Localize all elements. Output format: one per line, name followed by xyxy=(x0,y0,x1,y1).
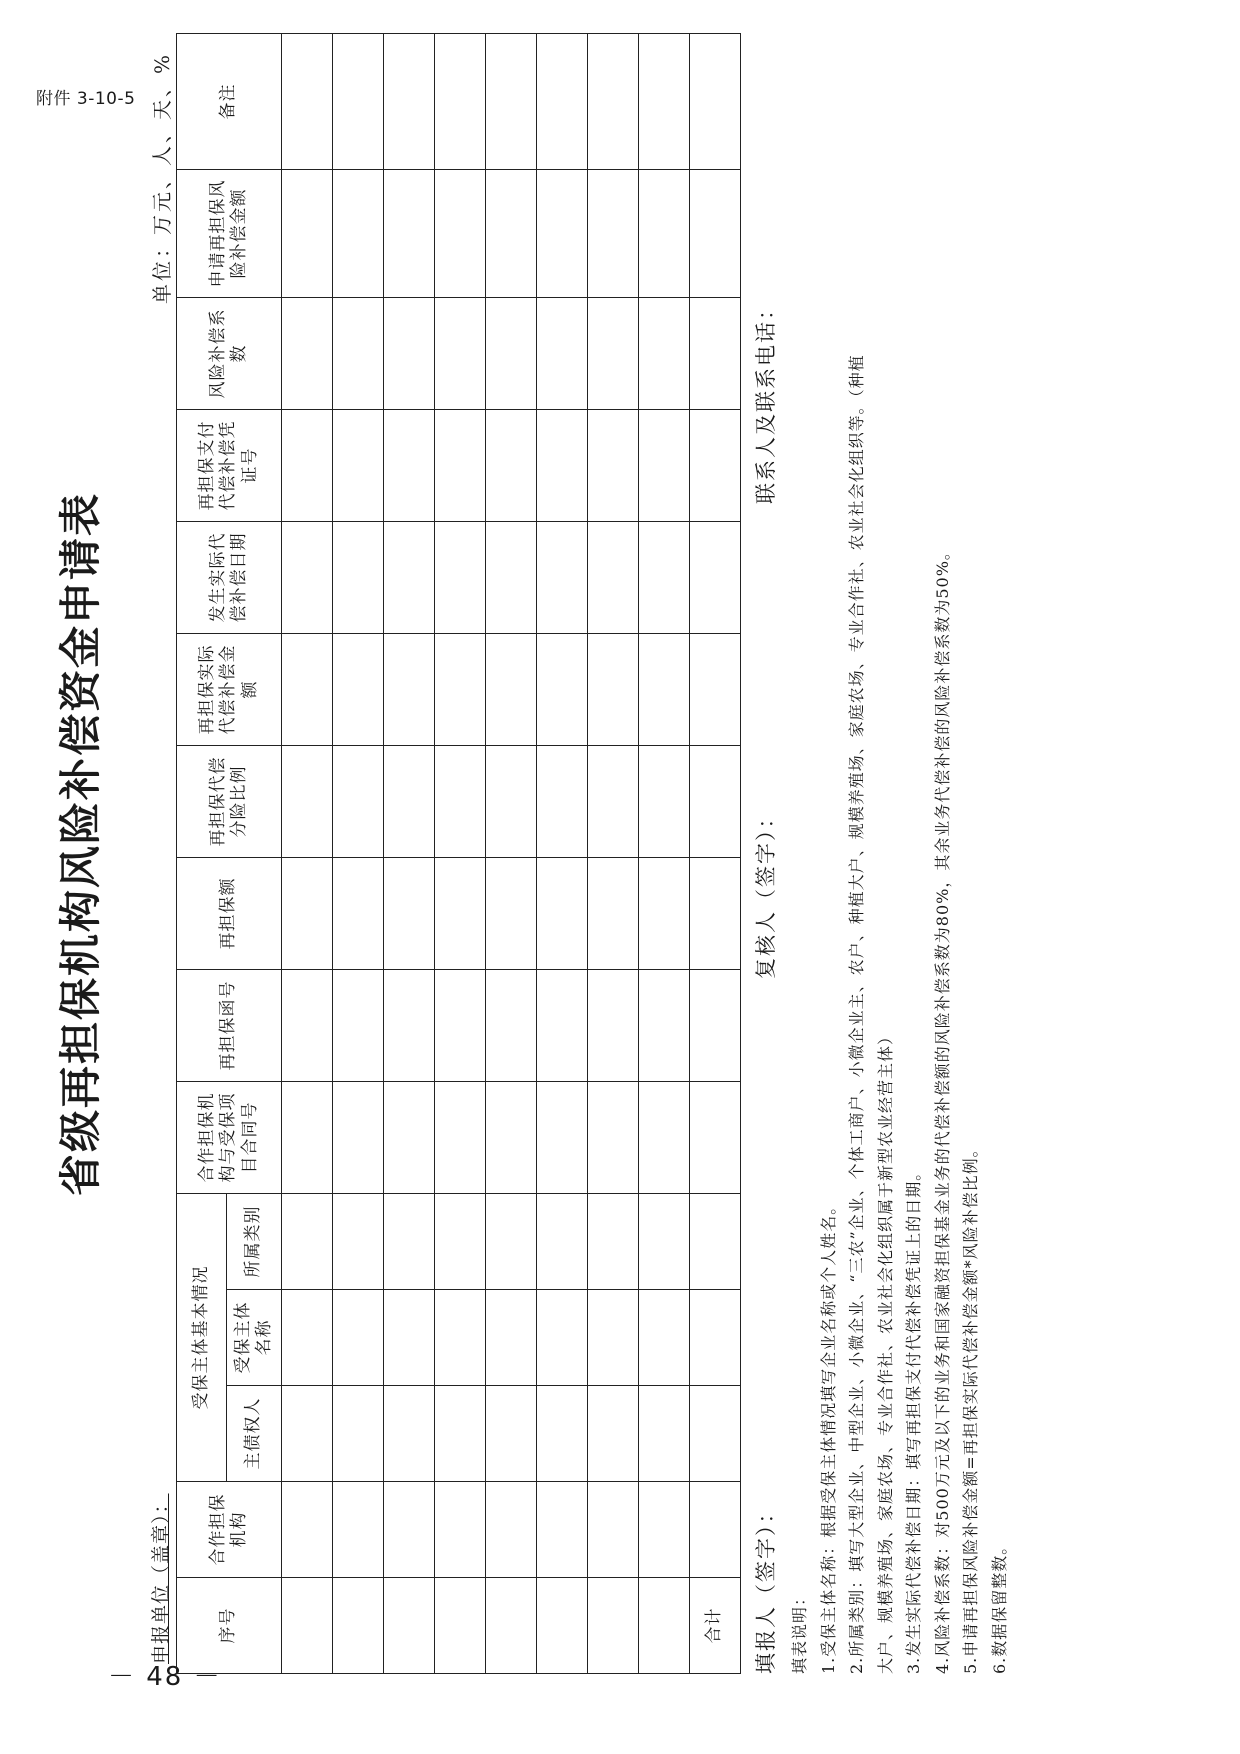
table-cell[interactable] xyxy=(588,522,639,634)
header-seq: 序号 xyxy=(177,1578,282,1674)
table-cell[interactable] xyxy=(639,746,690,858)
table-cell[interactable] xyxy=(537,858,588,970)
header-apply-amount: 申请再担保风险补偿金额 xyxy=(177,170,282,298)
table-cell[interactable] xyxy=(435,1290,486,1386)
total-cell[interactable] xyxy=(690,970,741,1082)
table-cell[interactable] xyxy=(486,410,537,522)
total-cell[interactable] xyxy=(690,1194,741,1290)
note-item: 2.所属类别：填写大型企业、中型企业、小微企业、“三农”企业、个体工商户、小微企业主、农户、种植大户、规模养殖场、家庭农场、专业合作社、农业社会化组织等。（种植 xyxy=(847,354,866,1674)
table-cell[interactable] xyxy=(384,170,435,298)
header-creditor: 主债权人 xyxy=(227,1386,282,1482)
table-cell[interactable] xyxy=(282,1482,333,1578)
table-cell[interactable] xyxy=(537,170,588,298)
table-cell[interactable] xyxy=(384,1482,435,1578)
table-cell[interactable] xyxy=(282,1082,333,1194)
table-cell[interactable] xyxy=(588,1578,639,1674)
table-cell[interactable] xyxy=(384,298,435,410)
table-cell[interactable] xyxy=(435,298,486,410)
total-cell[interactable] xyxy=(690,858,741,970)
note-item: 4.风险补偿系数：对500万元及以下的业务和国家融资担保基金业务的代偿补偿额的风险补偿系数为80%，其余业务代偿补偿的风险补偿系数为50%。 xyxy=(932,543,952,1674)
table-cell[interactable] xyxy=(435,634,486,746)
table-cell[interactable] xyxy=(435,1194,486,1290)
header-comp-date: 发生实际代偿补偿日期 xyxy=(177,522,282,634)
table-cell[interactable] xyxy=(486,34,537,170)
table-cell[interactable] xyxy=(282,1386,333,1482)
total-cell[interactable] xyxy=(690,1290,741,1386)
table-cell[interactable] xyxy=(537,970,588,1082)
table-cell[interactable] xyxy=(282,410,333,522)
table-cell[interactable] xyxy=(639,522,690,634)
table-cell[interactable] xyxy=(537,634,588,746)
table-cell[interactable] xyxy=(639,298,690,410)
table-cell[interactable] xyxy=(639,34,690,170)
table-cell[interactable] xyxy=(588,1482,639,1578)
header-risk-coef: 风险补偿系数 xyxy=(177,298,282,410)
notes-heading: 填表说明： xyxy=(790,1588,809,1674)
table-cell[interactable] xyxy=(486,522,537,634)
table-cell[interactable] xyxy=(333,1578,384,1674)
application-form xyxy=(48,4,1228,1684)
table-cell[interactable] xyxy=(384,970,435,1082)
table-cell[interactable] xyxy=(384,1082,435,1194)
header-remark: 备注 xyxy=(177,34,282,170)
table-cell[interactable] xyxy=(639,858,690,970)
table-cell[interactable] xyxy=(384,634,435,746)
page-number: － 48 － xyxy=(108,1662,222,1692)
table-cell[interactable] xyxy=(282,970,333,1082)
note-item: 5.申请再担保风险补偿金额=再担保实际代偿补偿金额*风险补偿比例。 xyxy=(961,1140,980,1674)
table-cell[interactable] xyxy=(384,34,435,170)
header-basic-group: 受保主体基本情况 xyxy=(177,1194,227,1482)
table-cell[interactable] xyxy=(486,1290,537,1386)
table-cell[interactable] xyxy=(639,1290,690,1386)
table-cell[interactable] xyxy=(537,746,588,858)
compensation-table xyxy=(176,33,741,1674)
header-reguarantee-letter: 再担保函号 xyxy=(177,970,282,1082)
reviewer-signature-label: 复核人（签字）： xyxy=(754,805,778,979)
table-cell[interactable] xyxy=(588,170,639,298)
table-cell[interactable] xyxy=(486,1578,537,1674)
attachment-label: 附件 3-10-5 xyxy=(36,89,136,109)
table-body xyxy=(282,34,741,1674)
table-cell[interactable] xyxy=(537,1482,588,1578)
table-cell[interactable] xyxy=(486,1386,537,1482)
table-cell[interactable] xyxy=(486,1482,537,1578)
table-row xyxy=(384,34,435,1674)
table-cell[interactable] xyxy=(537,34,588,170)
table-cell[interactable] xyxy=(588,410,639,522)
table-cell[interactable] xyxy=(384,1290,435,1386)
total-cell[interactable] xyxy=(690,1482,741,1578)
table-cell[interactable] xyxy=(435,1386,486,1482)
note-item: 6.数据保留整数。 xyxy=(989,1537,1009,1674)
total-cell[interactable] xyxy=(690,522,741,634)
table-cell[interactable] xyxy=(435,170,486,298)
table-cell[interactable] xyxy=(639,1482,690,1578)
table-row xyxy=(333,34,384,1674)
table-cell[interactable] xyxy=(639,1578,690,1674)
table-cell[interactable] xyxy=(639,410,690,522)
table-cell[interactable] xyxy=(486,746,537,858)
table-cell[interactable] xyxy=(333,746,384,858)
header-reguarantee-amount: 再担保额 xyxy=(177,858,282,970)
table-cell[interactable] xyxy=(333,1290,384,1386)
table-cell[interactable] xyxy=(588,298,639,410)
table-cell[interactable] xyxy=(333,1482,384,1578)
table-cell[interactable] xyxy=(639,970,690,1082)
table-cell[interactable] xyxy=(384,746,435,858)
table-cell[interactable] xyxy=(384,858,435,970)
table-cell[interactable] xyxy=(333,298,384,410)
table-cell[interactable] xyxy=(333,522,384,634)
table-cell[interactable] xyxy=(639,1082,690,1194)
header-contract-no: 合作担保机构与受保项目合同号 xyxy=(177,1082,282,1194)
table-cell[interactable] xyxy=(588,634,639,746)
table-cell[interactable] xyxy=(537,1578,588,1674)
filler-signature-label: 填报人（签字）： xyxy=(754,1500,778,1674)
header-coop-org: 合作担保机构 xyxy=(177,1482,282,1578)
total-cell[interactable] xyxy=(690,634,741,746)
table-cell[interactable] xyxy=(486,858,537,970)
table-cell[interactable] xyxy=(588,1386,639,1482)
table-row xyxy=(639,34,690,1674)
table-cell[interactable] xyxy=(282,1290,333,1386)
filling-instructions xyxy=(786,24,1014,1674)
total-cell[interactable] xyxy=(690,34,741,170)
table-cell[interactable] xyxy=(486,1082,537,1194)
table-cell[interactable] xyxy=(537,522,588,634)
table-cell[interactable] xyxy=(486,298,537,410)
table-row xyxy=(282,34,333,1674)
table-cell[interactable] xyxy=(384,1194,435,1290)
table-cell[interactable] xyxy=(282,746,333,858)
total-label: 合计 xyxy=(690,1578,741,1674)
table-row xyxy=(537,34,588,1674)
table-cell[interactable] xyxy=(435,858,486,970)
table-cell[interactable] xyxy=(486,970,537,1082)
note-item: 3.发生实际代偿补偿日期：填写再担保支付代偿补偿凭证上的日期。 xyxy=(904,1163,923,1674)
table-cell[interactable] xyxy=(537,1082,588,1194)
table-cell[interactable] xyxy=(282,858,333,970)
total-cell[interactable] xyxy=(690,170,741,298)
table-header-row xyxy=(177,34,227,1674)
table-cell[interactable] xyxy=(282,1194,333,1290)
table-cell[interactable] xyxy=(588,970,639,1082)
table-cell[interactable] xyxy=(537,298,588,410)
table-cell[interactable] xyxy=(384,410,435,522)
table-cell[interactable] xyxy=(384,522,435,634)
total-cell[interactable] xyxy=(690,1386,741,1482)
table-cell[interactable] xyxy=(282,634,333,746)
table-cell[interactable] xyxy=(435,522,486,634)
table-cell[interactable] xyxy=(588,1194,639,1290)
table-cell[interactable] xyxy=(282,1578,333,1674)
total-cell[interactable] xyxy=(690,1082,741,1194)
table-cell[interactable] xyxy=(333,1082,384,1194)
table-cell[interactable] xyxy=(588,34,639,170)
table-cell[interactable] xyxy=(333,858,384,970)
table-cell[interactable] xyxy=(537,1386,588,1482)
table-cell[interactable] xyxy=(333,1386,384,1482)
table-cell[interactable] xyxy=(333,34,384,170)
table-cell[interactable] xyxy=(435,410,486,522)
header-actual-comp: 再担保实际代偿补偿金额 xyxy=(177,634,282,746)
note-item: 大户、规模养殖场、家庭农场、专业合作社、农业社会化组织属于新型农业经营主体） xyxy=(875,1027,895,1674)
note-item: 1.受保主体名称：根据受保主体情况填写企业名称或个人姓名。 xyxy=(818,1197,838,1674)
table-cell[interactable] xyxy=(435,746,486,858)
total-row xyxy=(690,34,741,1674)
table-cell[interactable] xyxy=(537,1194,588,1290)
table-cell[interactable] xyxy=(435,1578,486,1674)
table-cell[interactable] xyxy=(588,858,639,970)
table-row xyxy=(588,34,639,1674)
table-cell[interactable] xyxy=(384,1578,435,1674)
table-cell[interactable] xyxy=(435,1082,486,1194)
header-category: 所属类别 xyxy=(227,1194,282,1290)
table-cell[interactable] xyxy=(486,1194,537,1290)
table-cell[interactable] xyxy=(588,1082,639,1194)
table-cell[interactable] xyxy=(435,34,486,170)
table-cell[interactable] xyxy=(333,1194,384,1290)
total-cell[interactable] xyxy=(690,410,741,522)
total-cell[interactable] xyxy=(690,298,741,410)
page-title: 省级再担保机构风险补偿资金申请表 xyxy=(56,492,105,1197)
header-voucher-no: 再担保支付代偿补偿凭证号 xyxy=(177,410,282,522)
table-row xyxy=(486,34,537,1674)
table-cell[interactable] xyxy=(282,298,333,410)
table-cell[interactable] xyxy=(537,1290,588,1386)
table-cell[interactable] xyxy=(639,170,690,298)
reporting-unit-label: 申报单位（盖章）： xyxy=(150,1493,172,1664)
table-cell[interactable] xyxy=(639,634,690,746)
table-cell[interactable] xyxy=(333,410,384,522)
table-cell[interactable] xyxy=(333,970,384,1082)
table-cell[interactable] xyxy=(333,634,384,746)
table-cell[interactable] xyxy=(588,746,639,858)
table-cell[interactable] xyxy=(435,970,486,1082)
total-cell[interactable] xyxy=(690,746,741,858)
table-cell[interactable] xyxy=(639,1386,690,1482)
table-cell[interactable] xyxy=(282,522,333,634)
table-cell[interactable] xyxy=(282,170,333,298)
table-cell[interactable] xyxy=(639,1194,690,1290)
table-cell[interactable] xyxy=(384,1386,435,1482)
table-row xyxy=(435,34,486,1674)
contact-label: 联系人及联系电话： xyxy=(754,297,778,504)
table-cell[interactable] xyxy=(486,170,537,298)
table-cell[interactable] xyxy=(333,170,384,298)
units-label: 单位：万元、人、天、% xyxy=(150,52,174,305)
table-cell[interactable] xyxy=(486,634,537,746)
table-cell[interactable] xyxy=(588,1290,639,1386)
table-cell[interactable] xyxy=(282,34,333,170)
header-risk-ratio: 再担保代偿分险比例 xyxy=(177,746,282,858)
header-subject-name: 受保主体名称 xyxy=(227,1290,282,1386)
table-cell[interactable] xyxy=(537,410,588,522)
table-cell[interactable] xyxy=(435,1482,486,1578)
